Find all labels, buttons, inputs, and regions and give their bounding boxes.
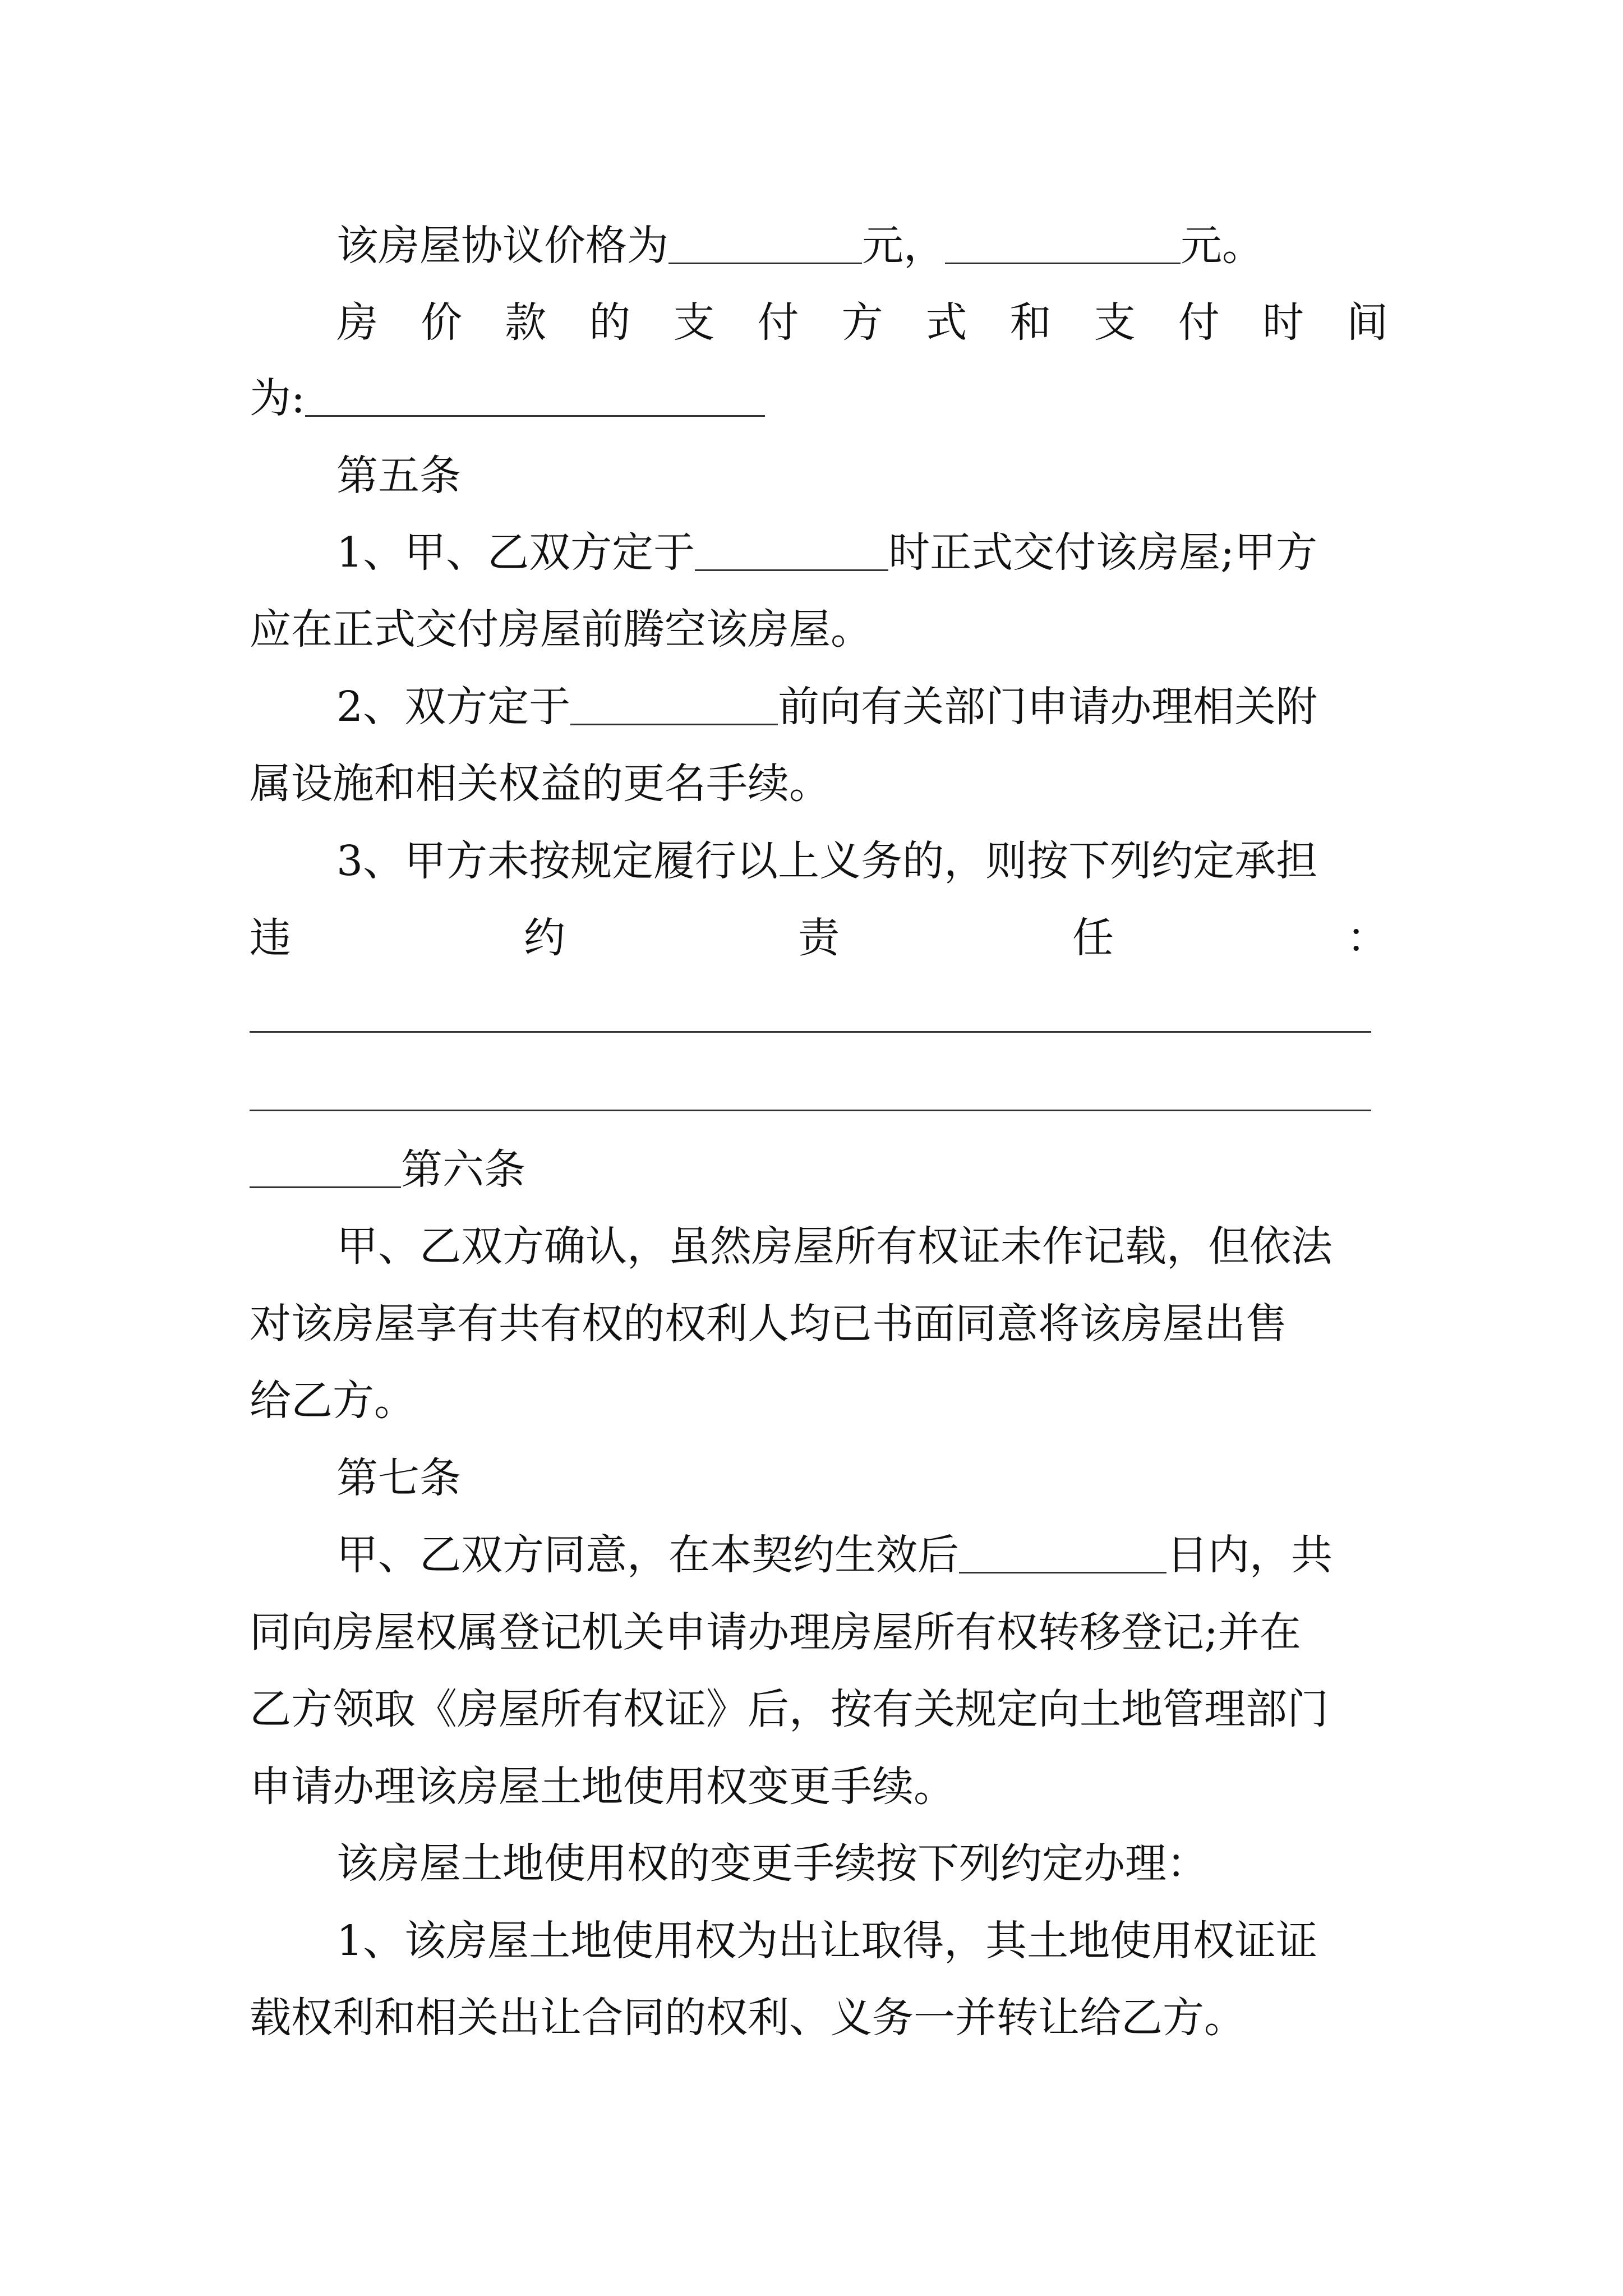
spread-char: 和: [1009, 298, 1052, 347]
payment-blank[interactable]: [305, 376, 765, 417]
article-6-heading: 第六条: [401, 1145, 525, 1194]
item-1-text-a: 1、甲、乙双方定于: [336, 528, 695, 577]
article-6-para-3: 给乙方。: [250, 1377, 416, 1425]
price-blank-2[interactable]: [945, 223, 1181, 264]
land-use-item-1-cont: 载权利和相关出让合同的权利、义务一并转让给乙方。: [250, 1994, 1246, 2042]
article-6-para-2: 对该房屋享有共有权的权利人均已书面同意将该房屋出售: [250, 1300, 1287, 1348]
land-use-heading: 该房屋土地使用权的变更手续按下列约定办理：: [336, 1839, 1208, 1888]
days-blank[interactable]: [959, 1533, 1166, 1573]
rename-date-blank[interactable]: [570, 684, 778, 725]
article-6-heading-line: [250, 1144, 1388, 1195]
liability-blank-end[interactable]: [250, 1147, 401, 1188]
payment-method-line: [336, 297, 1388, 348]
spread-char: 付: [757, 298, 799, 347]
price-unit-1: 元，: [862, 222, 945, 270]
liability-line: [250, 913, 1388, 963]
article-7-para-3: 乙方领取《房屋所有权证》后，按有关规定向土地管理部门: [250, 1685, 1329, 1733]
article-7-para-4: 申请办理该房屋土地使用权变更手续。: [250, 1763, 955, 1811]
article-7-para-2: 同向房屋权属登记机关申请办理房屋所有权转移登记;并在: [250, 1608, 1301, 1657]
item-1-text-b: 时正式交付该房屋;甲方: [888, 528, 1318, 577]
spread-char: 的: [589, 298, 631, 347]
spread-char: 款: [505, 298, 547, 347]
article-7-heading: 第七条: [336, 1454, 461, 1502]
price-label: 该房屋协议价格为: [336, 222, 668, 270]
article-5-heading: 第五条: [336, 452, 461, 500]
item-2-text-a: 2、双方定于: [336, 683, 571, 731]
spread-char: 付: [1178, 298, 1220, 347]
payment-method-continued: [250, 373, 1388, 424]
spread-char: 约: [524, 914, 565, 962]
spread-char: 式: [925, 298, 967, 347]
payment-label: 为:: [250, 374, 305, 422]
spread-char: 支: [673, 298, 715, 347]
article-6-para-1: 甲、乙双方确认，虽然房屋所有权证未作记载，但依法: [336, 1222, 1332, 1271]
spread-char: 责: [798, 914, 840, 962]
spread-char: 方: [841, 298, 883, 347]
spread-char: 间: [1346, 298, 1388, 347]
spread-char: 违: [250, 914, 291, 962]
handover-date-blank[interactable]: [695, 530, 888, 571]
spread-char: 任: [1072, 914, 1114, 962]
article-7-text-b: 日内，共: [1166, 1531, 1332, 1579]
spread-char: 房: [336, 298, 378, 347]
article-5-item-2: [336, 682, 1388, 732]
spread-char: 支: [1094, 298, 1136, 347]
article-7-text-a: 甲、乙双方同意，在本契约生效后: [336, 1531, 959, 1579]
article-5-item-1-cont: 应在正式交付房屋前腾空该房屋。: [250, 605, 872, 654]
price-unit-2: 元。: [1181, 222, 1264, 270]
land-use-item-1: 1、该房屋土地使用权为出让取得，其土地使用权证证: [336, 1917, 1318, 1965]
liability-blank-line-2[interactable]: [250, 1110, 1371, 1111]
article-5-item-3: 3、甲方未按规定履行以上义务的，则按下列约定承担: [336, 837, 1318, 885]
price-blank-1[interactable]: [668, 223, 862, 264]
price-line: [336, 220, 1388, 271]
item-2-text-b: 前向有关部门申请办理相关附: [778, 683, 1318, 731]
article-7-para-1: [336, 1530, 1388, 1580]
article-5-item-1: [336, 527, 1388, 578]
spread-char: ：: [1347, 914, 1388, 962]
liability-blank-line-1[interactable]: [250, 1031, 1371, 1033]
spread-char: 时: [1262, 298, 1304, 347]
article-5-item-2-cont: 属设施和相关权益的更名手续。: [250, 760, 831, 808]
spread-char: 价: [421, 298, 463, 347]
